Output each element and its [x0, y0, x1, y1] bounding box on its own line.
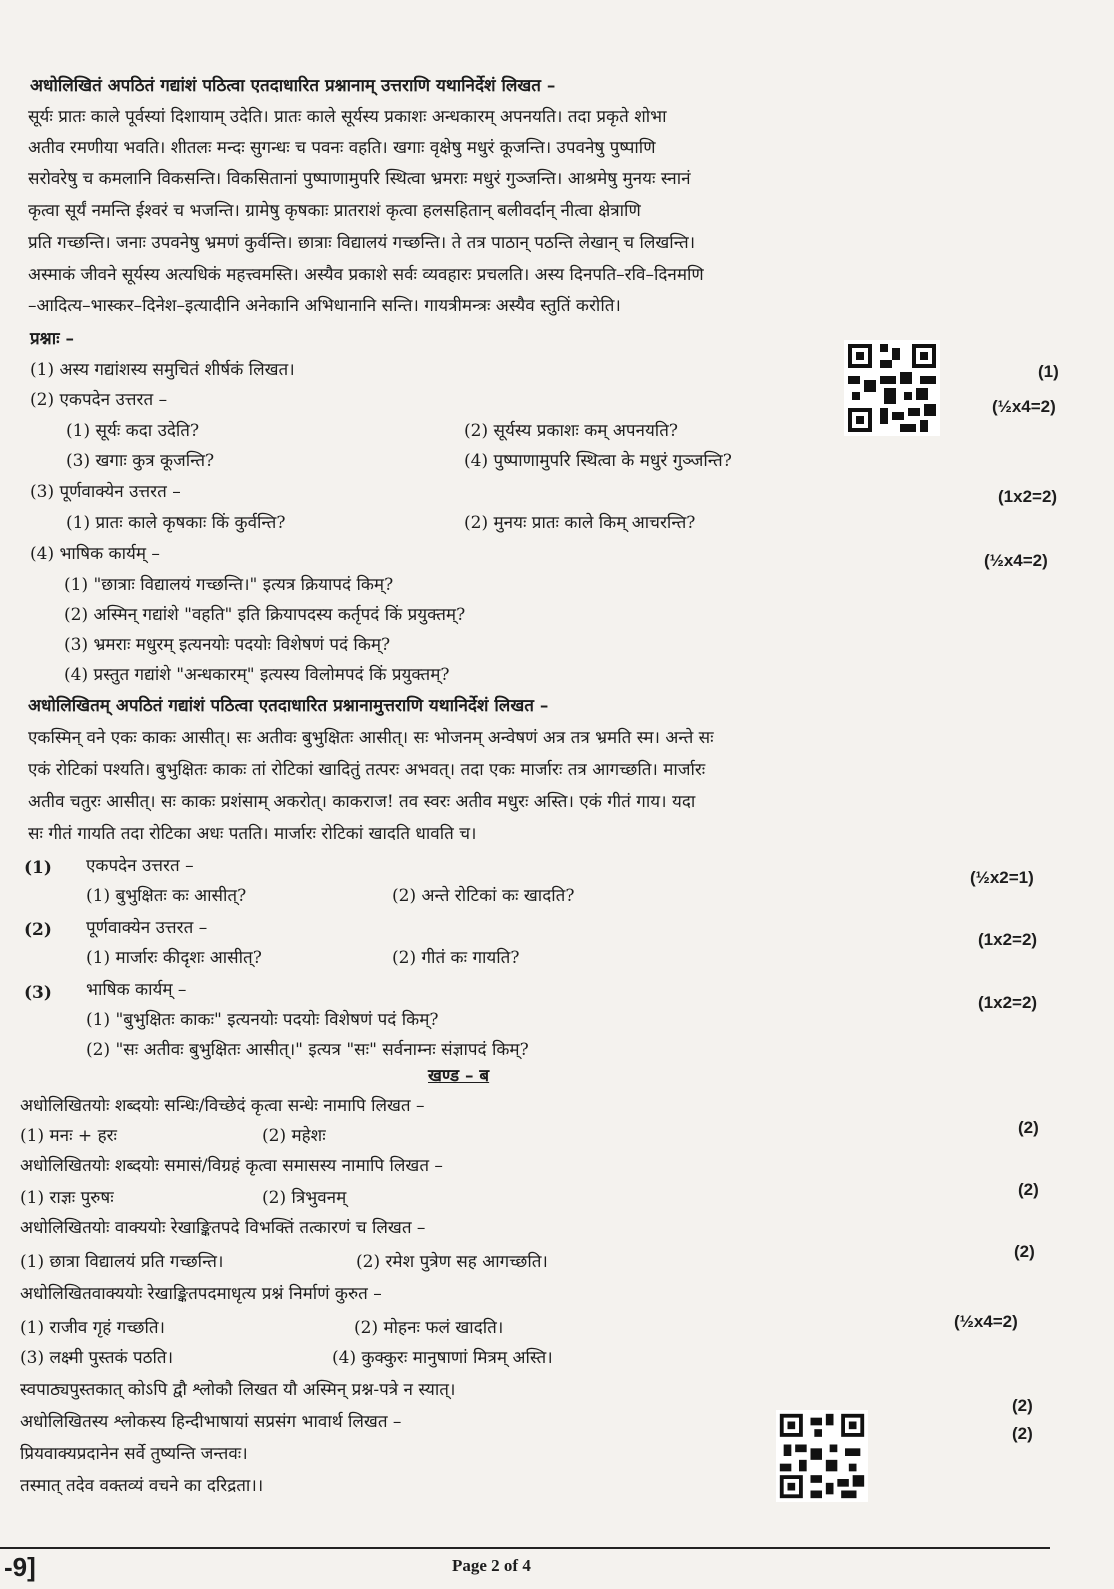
shloka-line-1: प्रियवाक्यप्रदानेन सर्वे तुष्यन्ति जन्तवः।: [20, 1444, 248, 1464]
p1-q4: (4) भाषिक कार्यम् –: [30, 544, 160, 564]
prashna-b: (2) मोहनः फलं खादति।: [354, 1318, 504, 1338]
prashna-a: (1) राजीव गृहं गच्छति।: [20, 1318, 165, 1338]
p2-q2-a: (1) मार्जारः कीदृशः आसीत्?: [86, 948, 262, 968]
passage1-line: अतीव रमणीया भवति। शीतलः मन्दः सुगन्धः च पवनः वहति। खगाः वृक्षेषु मधुरं कूजन्ति। उपवनेषु पुष्पाणि: [28, 138, 656, 158]
prashna-marks: (½x4=2): [954, 1312, 1018, 1331]
p1-q1-marks: (1): [1038, 362, 1059, 381]
passage1-line: सरोवरेषु च कमलानि विकसन्ति। विकसितानां पुष्पाणामुपरि स्थित्वा भ्रमराः मधुरं गुञ्जन्ति। आश्रमेषु मुनयः स्नानं: [28, 169, 691, 189]
sandhi-marks: (2): [1018, 1118, 1039, 1137]
sandhi-b: (2) महेशः: [262, 1126, 326, 1146]
p1-q4-marks: (½x4=2): [984, 551, 1048, 570]
p1-q3-marks: (1x2=2): [998, 487, 1058, 506]
p1-q4-item: (2) अस्मिन् गद्यांशे "वहति" इति क्रियापदस्य कर्तृपदं किं प्रयुक्तम्?: [64, 605, 466, 625]
shloka-marks: (2): [1012, 1396, 1033, 1415]
sandhi-a: (1) मनः + हरः: [20, 1126, 117, 1146]
samas-question: अधोलिखितयोः शब्दयोः समासं/विग्रहं कृत्वा समासस्य नामापि लिखत –: [20, 1156, 443, 1176]
p2-q2: पूर्णवाक्येन उत्तरत –: [86, 918, 208, 938]
passage1-line: सूर्यः प्रातः काले पूर्वस्यां दिशायाम् उदेति। प्रातः काले सूर्यस्य प्रकाशः अन्धकारम् अपनयति। तदा प्रकृते शोभा: [28, 107, 667, 127]
vibhakti-b: (2) रमेश पुत्रेण सह आगच्छति।: [356, 1252, 548, 1272]
vibhakti-marks: (2): [1014, 1242, 1035, 1261]
bhavarth-marks: (2): [1012, 1424, 1033, 1443]
p1-q2-marks: (½x4=2): [992, 397, 1056, 416]
p1-q2-c: (3) खगाः कुत्र कूजन्ति?: [66, 451, 215, 471]
passage2-line: सः गीतं गायति तदा रोटिका अधः पतति। मार्जारः रोटिकां खादति धावति च।: [28, 824, 477, 844]
p2-q1-b: (2) अन्ते रोटिकां कः खादति?: [392, 886, 575, 906]
shloka-line-2: तस्मात् तदेव वक्तव्यं वचने का दरिद्रता।।: [20, 1476, 264, 1496]
passage2-line: एकस्मिन् वने एकः काकः आसीत्। सः अतीवः बुभुक्षितः आसीत्। सः भोजनम् अन्वेषणं अत्र तत्र भ्रमति स्म। अन्ते सः: [28, 728, 714, 748]
p2-q2-marks: (1x2=2): [978, 930, 1038, 949]
prashna-c: (3) लक्ष्मी पुस्तकं पठति।: [20, 1348, 174, 1368]
page-number: Page 2 of 4: [452, 1556, 531, 1575]
p1-q2: (2) एकपदेन उत्तरत –: [30, 390, 168, 410]
prashna-d: (4) कुक्कुरः मानुषाणां मित्रम् अस्ति।: [332, 1348, 553, 1368]
bhavarth-question: अधोलिखितस्य श्लोकस्य हिन्दीभाषायां सप्रसंग भावार्थ लिखत –: [20, 1412, 402, 1432]
passage2-line: अतीव चतुरः आसीत्। सः काकः प्रशंसाम् अकरोत्। काकराज! तव स्वरः अतीव मधुरः अस्ति। एकं गीतं गाय। यदा: [28, 792, 696, 812]
passage2-line: एकं रोटिकां पश्यति। बुभुक्षितः काकः तां रोटिकां खादितुं तत्परः अभवत्। तदा एकः मार्जारः तत्र आगच्छति। मार्जारः: [28, 760, 706, 780]
p1-q4-item: (1) "छात्राः विद्यालयं गच्छन्ति।" इत्यत्र क्रियापदं किम्?: [64, 575, 394, 595]
footer-rule: [0, 1547, 1050, 1549]
p2-q3-a: (1) "बुभुक्षितः काकः" इत्यनयोः पदयोः विशेषणं पदं किम्?: [86, 1010, 439, 1030]
passage1-line: –आदित्य–भास्कर–दिनेश–इत्यादीनि अनेकानि अभिधानानि सन्ति। गायत्रीमन्त्रः अस्यैव स्तुतिं करोति।: [28, 296, 621, 316]
p2-q1-a: (1) बुभुक्षितः कः आसीत्?: [86, 886, 247, 906]
passage2-heading: अधोलिखितम् अपठितं गद्यांशं पठित्वा एतदाधारित प्रश्नानामुत्तराणि यथानिर्देशं लिखत –: [28, 696, 549, 716]
shloka-question: स्वपाठ्यपुस्तकात् कोऽपि द्वौ श्लोकौ लिखत यौ अस्मिन् प्रश्न-पत्रे न स्यात्।: [20, 1380, 456, 1400]
passage1-line: कृत्वा सूर्यं नमन्ति ईश्वरं च भजन्ति। ग्रामेषु कृषकाः प्रातराशं कृत्वा हलसहितान् बलीवर्दान् नीत्वा क्षेत्राणि: [28, 201, 641, 221]
samas-b: (2) त्रिभुवनम्: [262, 1188, 347, 1208]
vibhakti-a: (1) छात्रा विद्यालयं प्रति गच्छन्ति।: [20, 1252, 224, 1272]
p1-q2-b: (2) सूर्यस्य प्रकाशः कम् अपनयति?: [464, 421, 679, 441]
p2-q2-num: (2): [24, 920, 52, 940]
p1-q4-item: (3) भ्रमराः मधुरम् इत्यनयोः पदयोः विशेषणं पदं किम्?: [64, 635, 391, 655]
prashna-question: अधोलिखितवाक्ययोः रेखाङ्कितपदमाधृत्य प्रश्नं निर्माणं कुरुत –: [20, 1284, 382, 1304]
passage1-line: अस्माकं जीवने सूर्यस्य अत्यधिकं महत्त्वमस्ति। अस्यैव प्रकाशे सर्वः व्यवहारः प्रचलति। अस्य दिनपति–रवि–दिनमणि: [28, 265, 704, 285]
p1-q2-a: (1) सूर्यः कदा उदेति?: [66, 421, 200, 441]
p2-q3-num: (3): [24, 983, 52, 1003]
p1-q4-item: (4) प्रस्तुत गद्यांशे "अन्धकारम्" इत्यस्य विलोमपदं किं प्रयुक्तम्?: [64, 665, 450, 685]
paper-code: -9]: [4, 1552, 36, 1582]
p1-q3: (3) पूर्णवाक्येन उत्तरत –: [30, 482, 181, 502]
p2-q3-marks: (1x2=2): [978, 993, 1038, 1012]
passage1-line: प्रति गच्छन्ति। जनाः उपवनेषु भ्रमणं कुर्वन्ति। छात्राः विद्यालयं गच्छन्ति। ते तत्र पाठान् पठन्ति लेखान् च लिखन्ति।: [28, 233, 696, 253]
qr-code-icon: [844, 340, 940, 436]
qr-code-icon: [776, 1410, 868, 1502]
sandhi-question: अधोलिखितयोः शब्दयोः सन्धिः/विच्छेदं कृत्वा सन्धेः नामापि लिखत –: [20, 1096, 425, 1116]
p2-q1: एकपदेन उत्तरत –: [86, 856, 194, 876]
p1-q1: (1) अस्य गद्यांशस्य समुचितं शीर्षकं लिखत।: [30, 360, 295, 380]
p1-q3-a: (1) प्रातः काले कृषकाः किं कुर्वन्ति?: [66, 513, 286, 533]
p2-q1-num: (1): [24, 858, 52, 878]
questions-label: प्रश्नाः –: [30, 329, 74, 349]
p1-q3-b: (2) मुनयः प्रातः काले किम् आचरन्ति?: [464, 513, 696, 533]
passage1-heading: अधोलिखितं अपठितं गद्यांशं पठित्वा एतदाधारित प्रश्नानाम् उत्तराणि यथानिर्देशं लिखत –: [30, 76, 556, 96]
samas-a: (1) राज्ञः पुरुषः: [20, 1188, 114, 1208]
p2-q3-b: (2) "सः अतीवः बुभुक्षितः आसीत्।" इत्यत्र "सः" सर्वनाम्नः संज्ञापदं किम्?: [86, 1040, 529, 1060]
vibhakti-question: अधोलिखितयोः वाक्ययोः रेखाङ्कितपदे विभक्तिं तत्कारणं च लिखत –: [20, 1218, 426, 1238]
p2-q1-marks: (½x2=1): [970, 868, 1034, 887]
samas-marks: (2): [1018, 1180, 1039, 1199]
p2-q2-b: (2) गीतं कः गायति?: [392, 948, 520, 968]
p1-q2-d: (4) पुष्पाणामुपरि स्थित्वा के मधुरं गुञ्जन्ति?: [464, 451, 732, 471]
section-b-title: खण्ड – ब: [428, 1066, 490, 1086]
p2-q3: भाषिक कार्यम् –: [86, 980, 187, 1000]
